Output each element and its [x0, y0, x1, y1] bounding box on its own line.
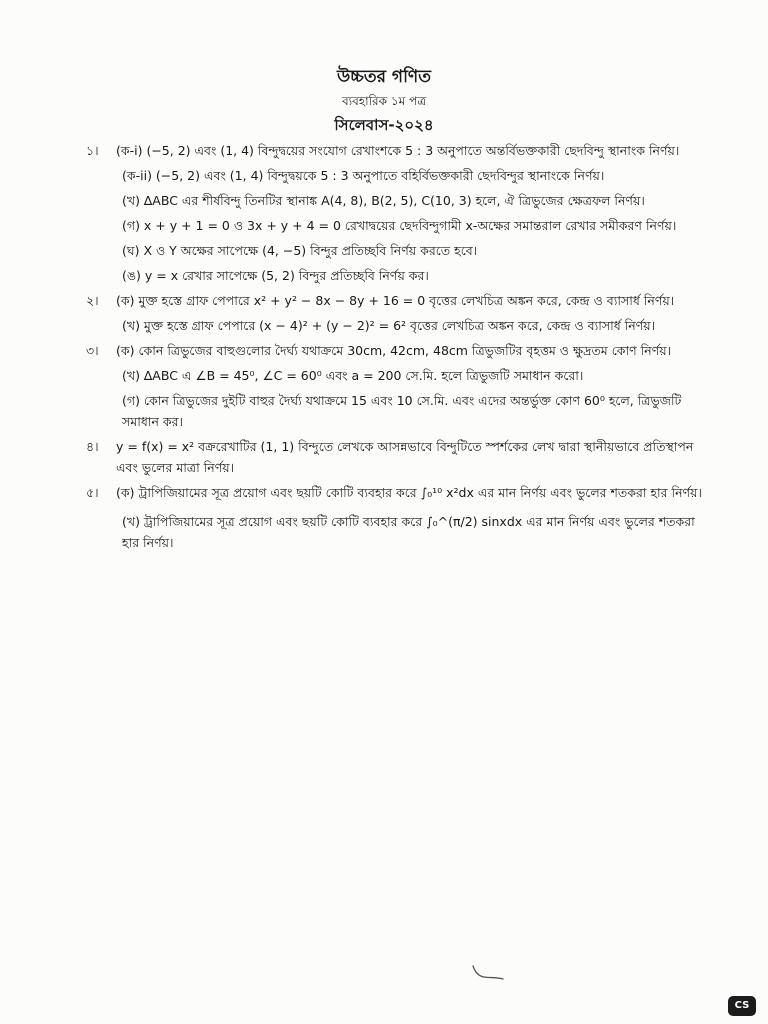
- pen-mark-icon: [470, 962, 510, 984]
- question-3-sub: [0, 390, 768, 432]
- question-item: y = f(x) = x² বক্ররেখাটির (1, 1) বিন্দুতে লেখকে আসন্নভাবে বিন্দুটিতে স্পর্শকের লেখ দ্বারা স্থানীয়ভাবে প্রতিস্থাপন এবং ভুলের মাত্রা নির্ণয়।: [116, 439, 694, 475]
- question-item: (ক-i) (−5, 2) এবং (1, 4) বিন্দুদ্বয়ের সংযোগ রেখাংশকে 5 : 3 অনুপাতে অন্তর্বিভক্তকারী ছেদবিন্দু স্থানাংক নির্ণয়।: [116, 143, 680, 158]
- question-item: (ঙ) y = x রেখার সাপেক্ষে (5, 2) বিন্দুর প্রতিচ্ছবি নির্ণয় কর।: [122, 268, 429, 283]
- question-5: [0, 482, 768, 503]
- question-1-sub: [0, 240, 768, 261]
- question-item: (গ) x + y + 1 = 0 ও 3x + y + 4 = 0 রেখাদ্বয়ের ছেদবিন্দুগামী x-অক্ষের সমান্তরাল রেখার সমীকরণ নির্ণয়।: [122, 218, 677, 233]
- question-1-sub: [0, 215, 768, 236]
- question-item: (ক) ট্রাপিজিয়ামের সূত্র প্রয়োগ এবং ছয়টি কোটি ব্যবহার করে ∫₀¹⁰ x²dx এর মান নির্ণয় এবং ভুলের শতকরা হার নির্ণয়।: [116, 485, 702, 500]
- question-list: [0, 140, 768, 557]
- question-number: ২।: [86, 293, 99, 308]
- paper-subtitle: ব্যবহারিক ১ম পত্র: [341, 94, 427, 108]
- question-item: (খ) ট্রাপিজিয়ামের সূত্র প্রয়োগ এবং ছয়টি কোটি ব্যবহার করে ∫₀^(π/2) sinxdx এর মান নির্ণয় এবং ভুলের শতকরা হার নির্ণয়।: [122, 514, 695, 550]
- camscanner-badge: CS: [728, 996, 756, 1016]
- question-item: (ক) মুক্ত হস্তে গ্রাফ পেপারে x² + y² − 8x − 8y + 16 = 0 বৃত্তের লেখচিত্র অঙ্কন করে, কেন্দ্র ও ব্যাসার্ধ নির্ণয়।: [116, 293, 675, 308]
- question-1-sub: [0, 190, 768, 211]
- subject-title: উচ্চতর গণিত: [337, 67, 431, 87]
- question-number: ৩।: [86, 343, 99, 358]
- question-2-sub: [0, 315, 768, 336]
- question-item: (খ) মুক্ত হস্তে গ্রাফ পেপারে (x − 4)² + (y − 2)² = 6² বৃত্তের লেখচিত্র অঙ্কন করে, কেন্দ্র ও ব্যাসার্ধ নির্ণয়।: [122, 318, 656, 333]
- document-header: [0, 64, 768, 138]
- question-item: (খ) ∆ABC এ ∠B = 45⁰, ∠C = 60⁰ এবং a = 200 সে.মি. হলে ত্রিভুজটি সমাধান করো।: [122, 368, 584, 383]
- question-item: (খ) ∆ABC এর শীর্ষবিন্দু তিনটির স্থানাঙ্ক A(4, 8), B(2, 5), C(10, 3) হলে, ঐ ত্রিভুজের ক্ষেত্রফল নির্ণয়।: [122, 193, 645, 208]
- question-4: [0, 436, 768, 478]
- question-number: ৪।: [86, 439, 99, 454]
- question-1-sub: [0, 165, 768, 186]
- question-item: (ক) কোন ত্রিভুজের বাহুগুলোর দৈর্ঘ্য যথাক্রমে 30cm, 42cm, 48cm ত্রিভুজটির বৃহত্তম ও ক্ষুদ্রতম কোণ নির্ণয়।: [116, 343, 672, 358]
- question-1-sub: [0, 265, 768, 286]
- question-number: ১।: [86, 143, 99, 158]
- question-5-sub: [0, 511, 768, 553]
- syllabus-year: সিলেবাস-২০২৪: [334, 116, 434, 134]
- question-3: [0, 340, 768, 361]
- question-item: (গ) কোন ত্রিভুজের দুইটি বাহুর দৈর্ঘ্য যথাক্রমে 15 এবং 10 সে.মি. এবং এদের অন্তর্ভুক্ত কোণ 60⁰ হলে, ত্রিভুজটি সমাধান কর।: [122, 393, 682, 429]
- question-number: ৫।: [86, 485, 99, 500]
- question-1: [0, 140, 768, 161]
- question-item: (ক-ii) (−5, 2) এবং (1, 4) বিন্দুদ্বয়কে 5 : 3 অনুপাতে বহির্বিভক্তকারী ছেদবিন্দুর স্থানাংকে নির্ণয়।: [122, 168, 605, 183]
- question-3-sub: [0, 365, 768, 386]
- question-item: (ঘ) X ও Y অক্ষের সাপেক্ষে (4, −5) বিন্দুর প্রতিচ্ছবি নির্ণয় করতে হবে।: [122, 243, 478, 258]
- question-2: [0, 290, 768, 311]
